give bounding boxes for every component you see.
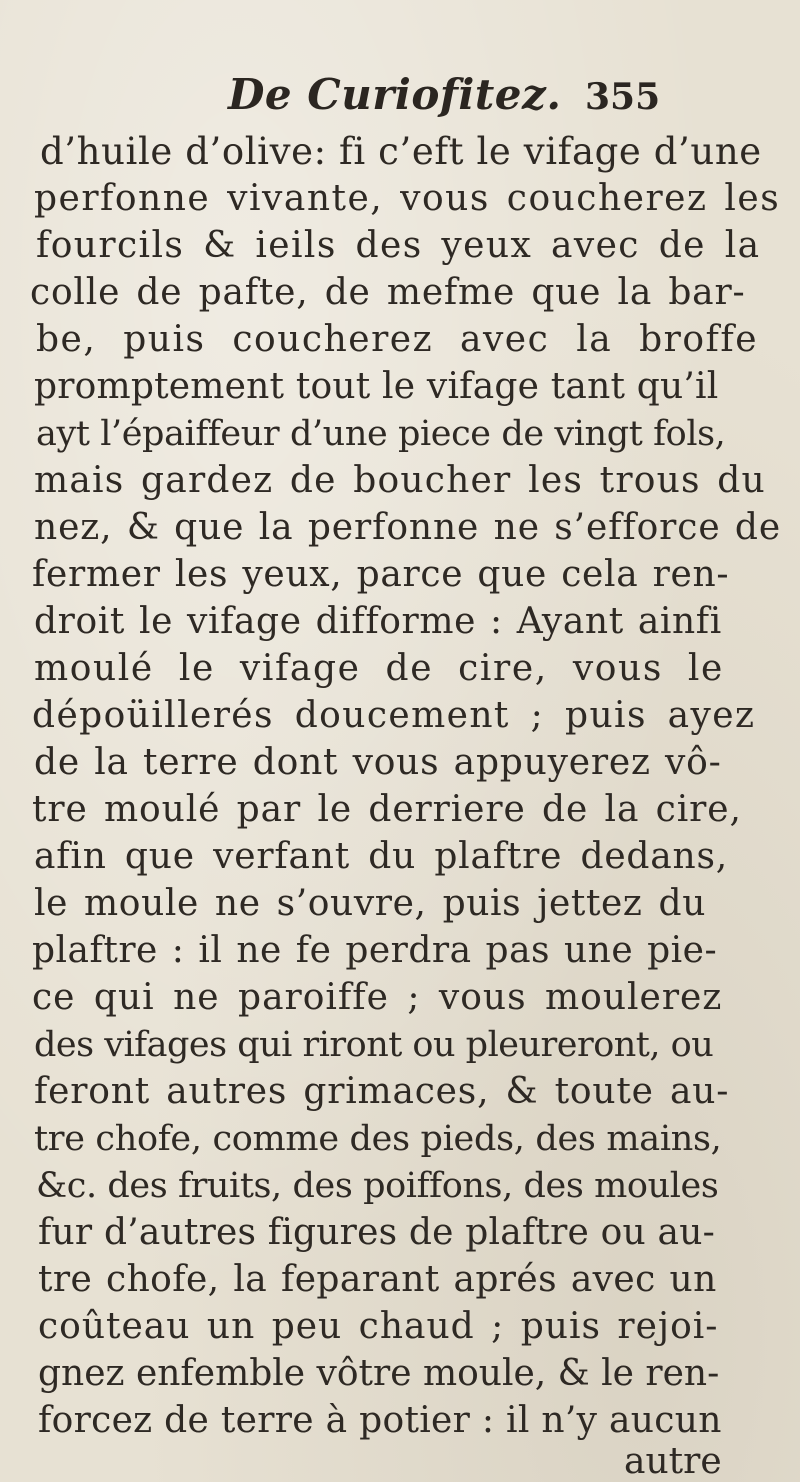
text-line: d’huile d’olive: fi c’eft le vifage d’une <box>40 130 762 173</box>
text-line: perfonne vivante, vous coucherez les <box>34 178 781 219</box>
text-line: tre chofe, comme des pieds, des mains, <box>34 1119 722 1159</box>
text-line: fourcils & ieils des yeux avec de la <box>36 225 761 266</box>
text-line: plaftre : il ne fe perdra pas une pie- <box>32 930 718 971</box>
text-line: des vifages qui riront ou pleureront, ou <box>34 1025 714 1065</box>
text-line: fermer les yeux, parce que cela ren- <box>32 554 730 595</box>
text-line: forcez de terre à potier : il n’y aucun <box>38 1400 722 1441</box>
text-line: dépoüillerés doucement ; puis ayez <box>32 695 756 736</box>
text-line: de la terre dont vous appuyerez vô- <box>34 742 722 783</box>
text-line: feront autres grimaces, & toute au- <box>34 1071 730 1112</box>
text-line: ayt l’épaiffeur d’une piece de vingt fols, <box>36 414 726 454</box>
text-line: afin que verfant du plaftre dedans, <box>34 836 729 877</box>
text-line: promptement tout le vifage tant qu’il <box>34 366 719 407</box>
text-line: droit le vifage difforme : Ayant ainfi <box>34 601 722 642</box>
page-number: 355 <box>585 76 661 118</box>
running-title: De Curiofitez. <box>228 70 562 119</box>
text-line: ce qui ne paroiffe ; vous moulerez <box>32 977 723 1018</box>
catchword: autre <box>624 1441 722 1482</box>
text-line: moulé le vifage de cire, vous le <box>34 648 724 689</box>
text-line: &c. des fruits, des poiffons, des moules <box>36 1166 719 1206</box>
text-line: gnez enfemble vôtre moule, & le ren- <box>38 1353 720 1394</box>
running-head <box>0 70 800 130</box>
text-line: colle de pafte, de mefme que la bar- <box>30 272 746 313</box>
text-line: tre moulé par le derriere de la cire, <box>32 789 742 830</box>
text-line: be, puis coucherez avec la broffe <box>36 319 759 360</box>
text-line: le moule ne s’ouvre, puis jettez du <box>34 883 706 924</box>
text-line: nez, & que la perfonne ne s’efforce de <box>34 507 782 548</box>
text-line: mais gardez de boucher les trous du <box>34 460 766 501</box>
text-line: coûteau un peu chaud ; puis rejoi- <box>38 1306 719 1347</box>
text-line: tre chofe, la feparant aprés avec un <box>38 1259 717 1300</box>
text-line: fur d’autres figures de plaftre ou au- <box>38 1212 715 1253</box>
